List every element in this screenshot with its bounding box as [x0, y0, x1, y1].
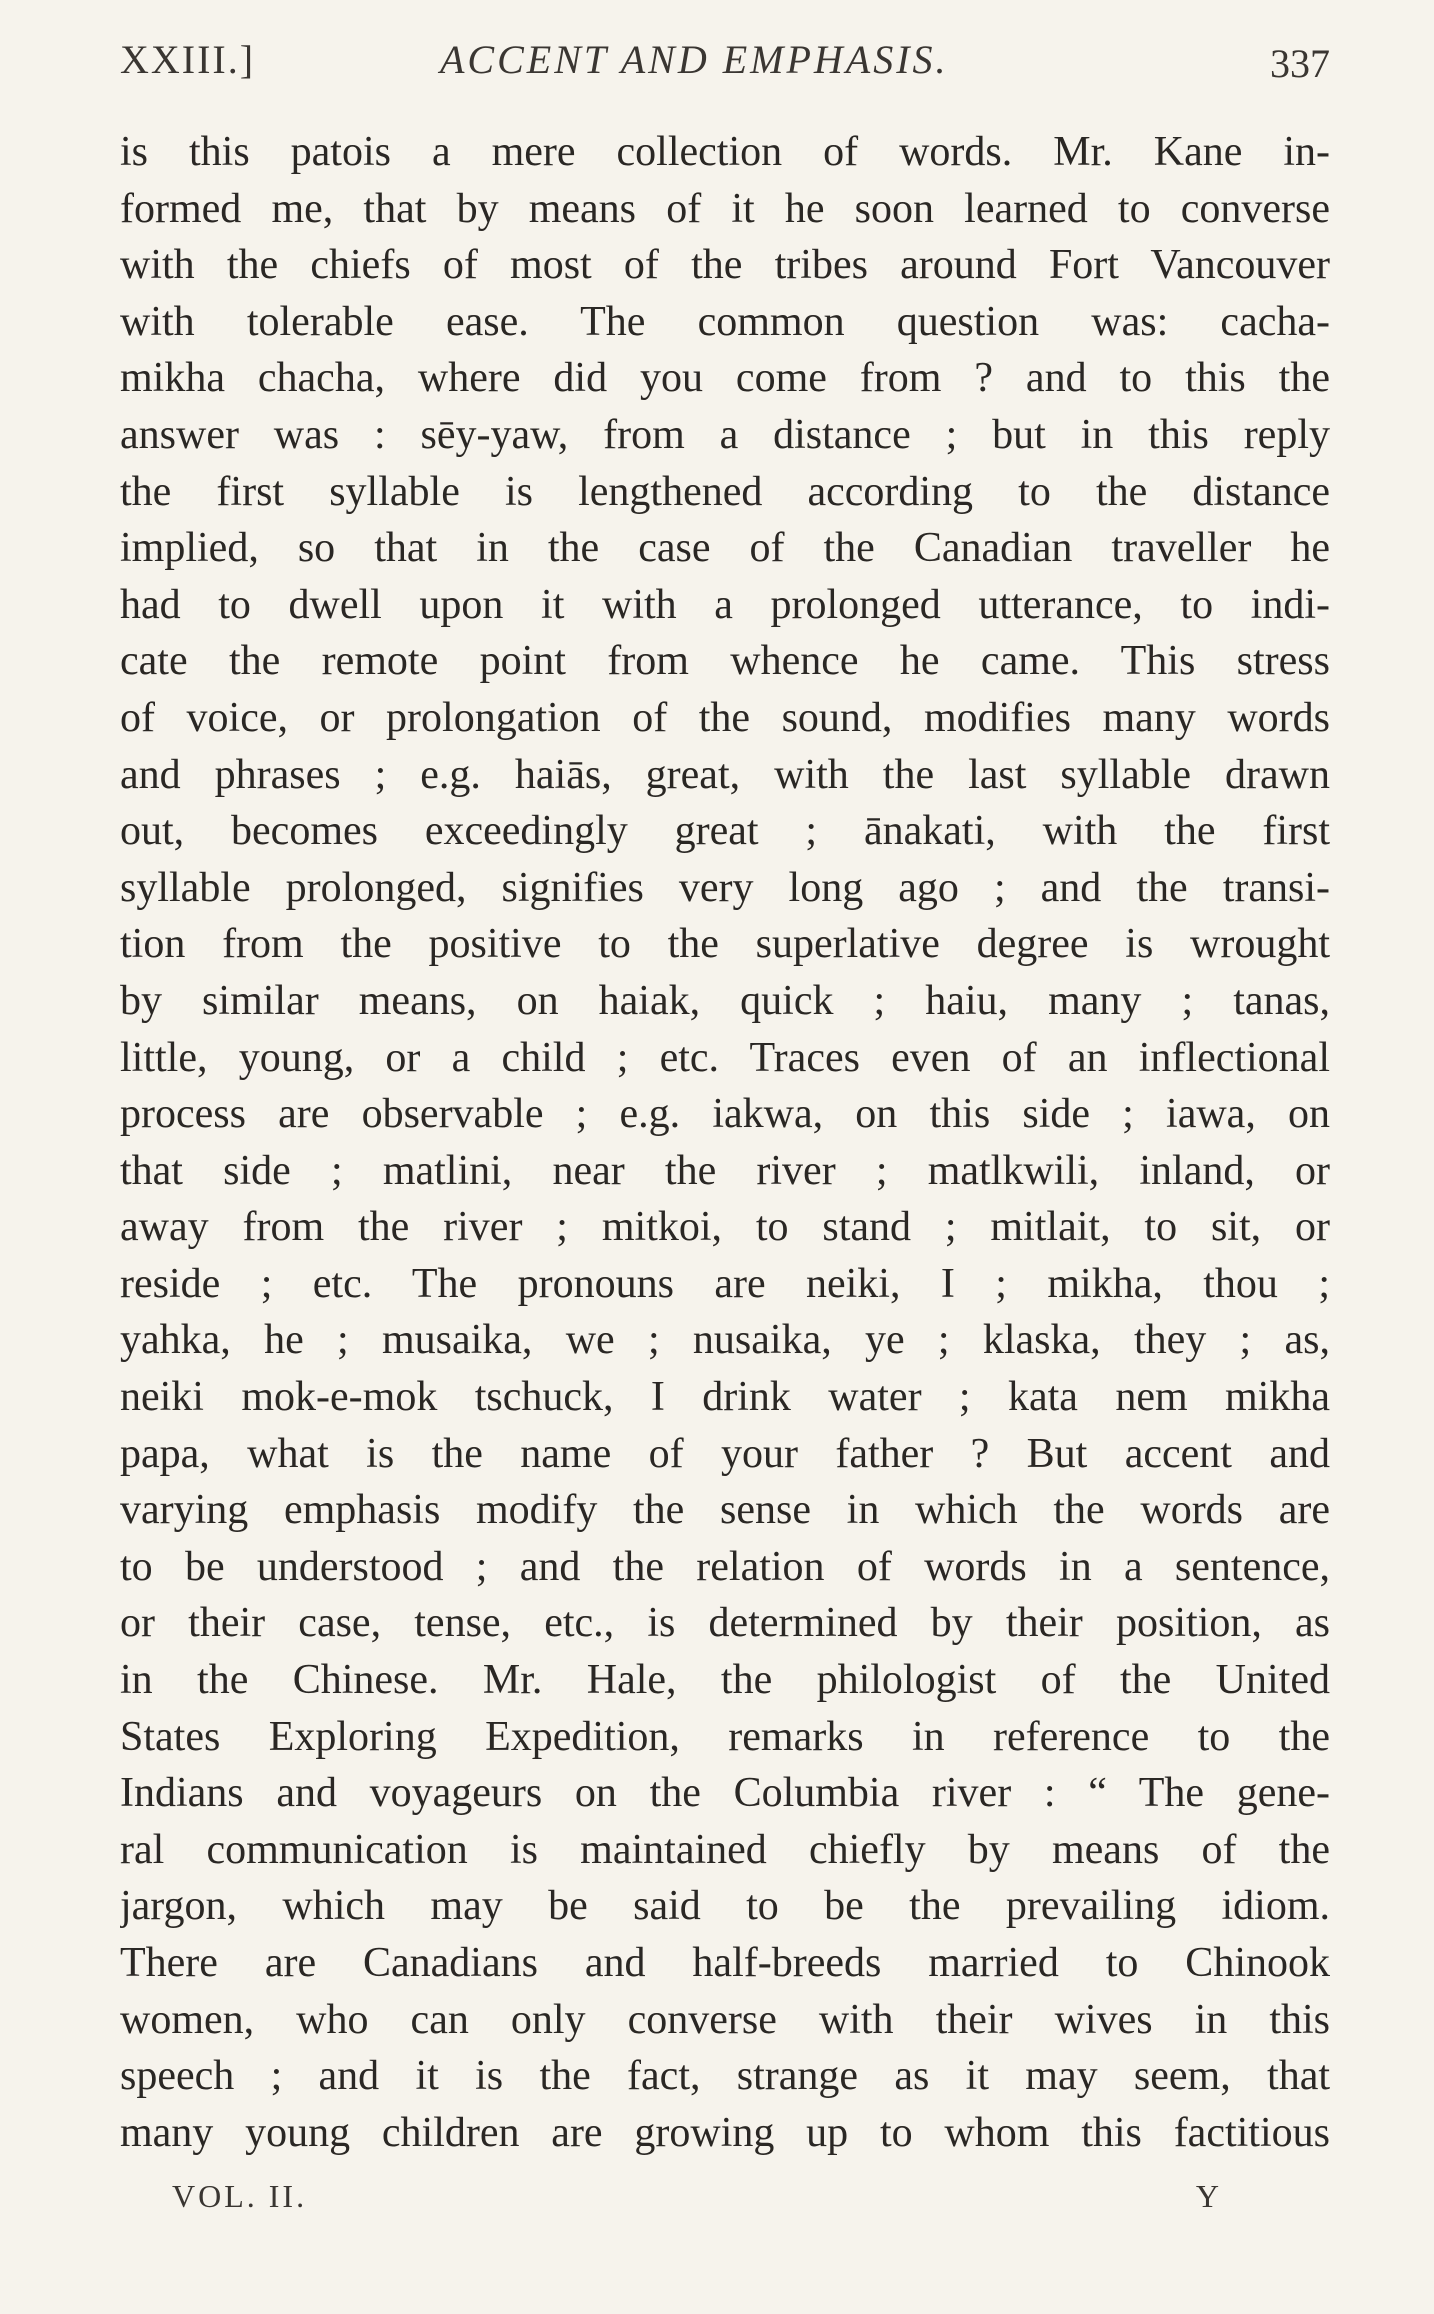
- text-line: papa, what is the name of your father ? But accent and: [120, 1430, 1330, 1477]
- running-title: ACCENT AND EMPHASIS.: [440, 37, 949, 82]
- text-line: States Exploring Expedition, remarks in reference to the: [120, 1713, 1330, 1760]
- text-line: out, becomes exceedingly great ; ānakati, with the first: [120, 808, 1330, 855]
- text-line: implied, so that in the case of the Canadian traveller he: [120, 525, 1330, 572]
- running-head: [120, 30, 1330, 90]
- text-line: formed me, that by means of it he soon learned to converse: [120, 185, 1330, 232]
- text-line: tion from the positive to the superlative degree is wrought: [120, 921, 1330, 968]
- volume-label: VOL. II.: [172, 2178, 308, 2214]
- text-line: answer was : sēy-yaw, from a distance ; but in this reply: [120, 411, 1330, 458]
- section-reference: XXIII.]: [120, 37, 256, 82]
- text-line: yahka, he ; musaika, we ; nusaika, ye ; klaska, they ; as,: [120, 1317, 1330, 1364]
- text-line: away from the river ; mitkoi, to stand ; mitlait, to sit, or: [120, 1204, 1330, 1251]
- signature-mark: Y: [1195, 2178, 1222, 2214]
- text-line: the first syllable is lengthened according to the distance: [120, 468, 1330, 515]
- text-line: is this patois a mere collection of words. Mr. Kane in-: [120, 129, 1330, 175]
- text-line: had to dwell upon it with a prolonged utterance, to indi-: [120, 581, 1330, 628]
- text-line: varying emphasis modify the sense in which the words are: [120, 1487, 1330, 1534]
- text-line: reside ; etc. The pronouns are neiki, I ; mikha, thou ;: [120, 1260, 1330, 1307]
- text-line: to be understood ; and the relation of words in a sentence,: [120, 1543, 1330, 1590]
- text-line: and phrases ; e.g. haiās, great, with the last syllable drawn: [120, 751, 1330, 798]
- text-line: that side ; matlini, near the river ; matlkwili, inland, or: [120, 1147, 1330, 1194]
- text-line: There are Canadians and half-breeds married to Chinook: [120, 1940, 1330, 1986]
- text-line: syllable prolonged, signifies very long ago ; and the transi-: [120, 864, 1330, 911]
- text-line: mikha chacha, where did you come from ? and to this the: [120, 355, 1330, 402]
- text-line: women, who can only converse with their wives in this: [120, 1996, 1330, 2043]
- text-line: many young children are growing up to whom this factitious: [120, 2109, 1330, 2156]
- text-line: speech ; and it is the fact, strange as it may seem, that: [120, 2053, 1330, 2100]
- text-line: process are observable ; e.g. iakwa, on this side ; iawa, on: [120, 1091, 1330, 1138]
- text-line: cate the remote point from whence he came. This stress: [120, 638, 1330, 685]
- text-line: in the Chinese. Mr. Hale, the philologist of the United: [120, 1657, 1330, 1704]
- text-line: Indians and voyageurs on the Columbia river : “ The gene-: [120, 1770, 1330, 1817]
- text-line: ral communication is maintained chiefly by means of the: [120, 1826, 1330, 1873]
- text-line: little, young, or a child ; etc. Traces even of an inflectional: [120, 1034, 1330, 1081]
- text-line: or their case, tense, etc., is determined by their position, as: [120, 1600, 1330, 1647]
- text-line: jargon, which may be said to be the prevailing idiom.: [120, 1883, 1330, 1930]
- text-line: of voice, or prolongation of the sound, modifies many words: [120, 694, 1330, 741]
- text-line: with the chiefs of most of the tribes around Fort Vancouver: [120, 242, 1330, 289]
- page-footer: [172, 2168, 1222, 2224]
- body-text: [120, 124, 1330, 2161]
- text-line: by similar means, on haiak, quick ; haiu, many ; tanas,: [120, 977, 1330, 1024]
- page-number: 337: [1270, 41, 1330, 86]
- text-line: with tolerable ease. The common question was: cacha-: [120, 298, 1330, 345]
- text-line: neiki mok-e-mok tschuck, I drink water ; kata nem mikha: [120, 1374, 1330, 1421]
